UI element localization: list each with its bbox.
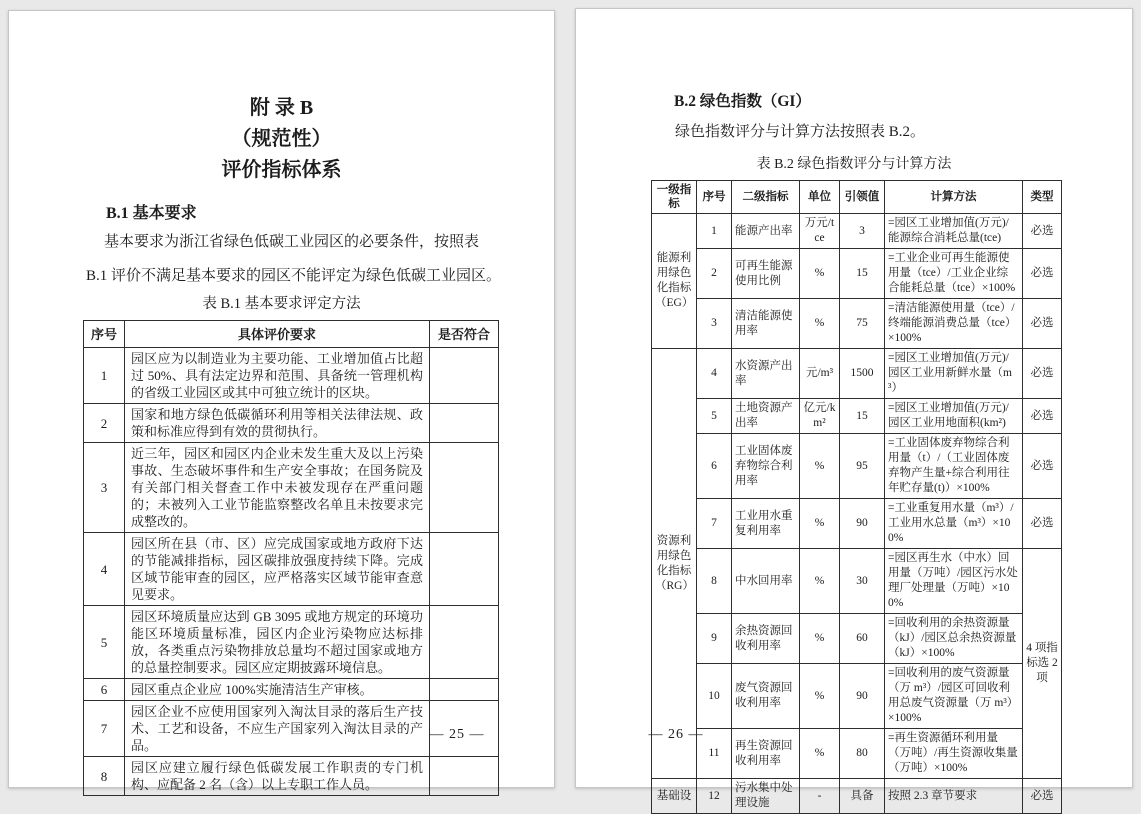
cell-unit: % (800, 299, 840, 349)
cell-indicator: 污水集中处理设施 (732, 779, 800, 814)
table-b2-caption: 表 B.2 绿色指数评分与计算方法 (756, 157, 952, 172)
cell-method: =园区工业增加值(万元)/园区工业用新鲜水量（m³） (885, 349, 1023, 399)
cell-indicator: 废气资源回收利用率 (732, 664, 800, 729)
table-row (84, 679, 499, 701)
cell-value: 具备 (840, 779, 885, 814)
cell-no: 8 (697, 549, 732, 614)
cell-no: 5 (84, 606, 125, 679)
cell-requirement: 园区重点企业应 100%实施清洁生产审核。 (125, 679, 430, 701)
cell-method: =工业重复用水量（m³）/工业用水总量（m³）×100% (885, 499, 1023, 549)
cell-method: =清洁能源使用量（tce）/终端能源消费总量（tce）×100% (885, 299, 1023, 349)
cell-indicator: 工业用水重复利用率 (732, 499, 800, 549)
appendix-subtitle-normative: （规范性） (231, 128, 332, 150)
table-row (84, 404, 499, 443)
b2-intro-text: 绿色指数评分与计算方法按照表 B.2。 (675, 124, 926, 140)
table-row (84, 606, 499, 679)
table-row (84, 443, 499, 533)
document-page-25 (8, 10, 555, 792)
cell-unit: 亿元/km² (800, 399, 840, 434)
cell-value: 80 (840, 729, 885, 779)
header-unit: 单位 (800, 181, 840, 214)
cell-indicator: 清洁能源使用率 (732, 299, 800, 349)
cell-no: 2 (697, 249, 732, 299)
cell-type: 必选 (1023, 214, 1062, 249)
cell-indicator: 土地资源产出率 (732, 399, 800, 434)
table-header-row (652, 181, 1062, 214)
cell-compliant (430, 757, 499, 796)
cell-requirement: 园区应建立履行绿色低碳发展工作职责的专门机构、应配备 2 名（含）以上专职工作人员。 (125, 757, 430, 796)
cell-value: 95 (840, 434, 885, 499)
table-row (652, 664, 1062, 729)
cell-method: =回收利用的余热资源量（kJ）/园区总余热资源量（kJ）×100% (885, 614, 1023, 664)
cell-compliant (430, 443, 499, 533)
cell-requirement: 园区环境质量应达到 GB 3095 或地方规定的环境功能区环境质量标准，园区内企业污染物应达标排放，各类重点污染物排放总量均不超过国家或地方的总量控制要求。园区应定期披露环境信息。 (125, 606, 430, 679)
cell-value: 15 (840, 399, 885, 434)
cell-no: 6 (697, 434, 732, 499)
cell-no: 4 (697, 349, 732, 399)
table-row (652, 779, 1062, 814)
cell-no: 3 (84, 443, 125, 533)
cell-no: 10 (697, 664, 732, 729)
cell-no: 11 (697, 729, 732, 779)
cell-compliant (430, 679, 499, 701)
cell-indicator: 再生资源回收利用率 (732, 729, 800, 779)
cell-value: 90 (840, 499, 885, 549)
cell-no: 1 (84, 348, 125, 404)
cell-method: =工业固体废弃物综合利用量（t）/（工业固体废弃物产生量+综合利用往年贮存量(t)）×100% (885, 434, 1023, 499)
cell-unit: % (800, 249, 840, 299)
cell-method: =园区再生水（中水）回用量（万吨）/园区污水处理厂处理量（万吨）×100% (885, 549, 1023, 614)
cell-unit: 万元/tce (800, 214, 840, 249)
cell-indicator: 能源产出率 (732, 214, 800, 249)
cell-unit: - (800, 779, 840, 814)
table-row (652, 214, 1062, 249)
appendix-title: 附 录 B (249, 97, 314, 119)
table-row (652, 349, 1062, 399)
table-row (652, 249, 1062, 299)
cell-requirement: 园区所在县（市、区）应完成国家或地方政府下达的节能减排指标，园区碳排放强度持续下降。完成区域节能审查的园区，应严格落实区域节能审查意见要求。 (125, 533, 430, 606)
cell-compliant (430, 348, 499, 404)
table-row (652, 729, 1062, 779)
group-cell-infrastructure: 基础设 (652, 779, 697, 814)
header-requirement: 具体评价要求 (125, 321, 430, 348)
cell-no: 4 (84, 533, 125, 606)
header-value: 引领值 (840, 181, 885, 214)
cell-value: 30 (840, 549, 885, 614)
cell-unit: % (800, 664, 840, 729)
page-number-26: — 26 — (648, 727, 704, 742)
document-page-26 (575, 8, 1133, 809)
cell-no: 3 (697, 299, 732, 349)
cell-indicator: 中水回用率 (732, 549, 800, 614)
header-no: 序号 (697, 181, 732, 214)
cell-compliant (430, 533, 499, 606)
cell-method: =园区工业增加值(万元)/园区工业用地面积(km²) (885, 399, 1023, 434)
b1-paragraph-line1: 基本要求为浙江省绿色低碳工业园区的必要条件，按照表 (104, 234, 480, 250)
table-row (652, 299, 1062, 349)
cell-unit: % (800, 549, 840, 614)
header-indicator: 二级指标 (732, 181, 800, 214)
cell-type: 必选 (1023, 434, 1062, 499)
cell-method: =园区工业增加值(万元)/能源综合消耗总量(tce) (885, 214, 1023, 249)
cell-compliant (430, 404, 499, 443)
table-row (652, 614, 1062, 664)
cell-type: 必选 (1023, 499, 1062, 549)
cell-no: 8 (84, 757, 125, 796)
group-cell-rg: 资源利用绿色化指标（RG） (652, 349, 697, 779)
cell-unit: % (800, 614, 840, 664)
section-heading-b1: B.1 基本要求 (106, 205, 197, 222)
section-heading-b2: B.2 绿色指数（GI） (674, 93, 811, 110)
header-compliant: 是否符合 (430, 321, 499, 348)
cell-requirement: 近三年，园区和园区内企业未发生重大及以上污染事故、生态破坏事件和生产安全事故；在国务院及有关部门相关督查工作中未被发现存在严重问题的；未被列入工业节能监察整改名单且未按要求完成整改的。 (125, 443, 430, 533)
cell-method: =再生资源循环利用量（万吨）/再生资源收集量（万吨）×100% (885, 729, 1023, 779)
cell-method: 按照 2.3 章节要求 (885, 779, 1023, 814)
page-number-25: — 25 — (429, 727, 485, 742)
b1-paragraph-line2: B.1 评价不满足基本要求的园区不能评定为绿色低碳工业园区。 (86, 268, 502, 284)
cell-requirement: 园区企业不应使用国家列入淘汰目录的落后生产技术、工艺和设备，不应生产国家列入淘汰目录的产品。 (125, 701, 430, 757)
cell-indicator: 水资源产出率 (732, 349, 800, 399)
cell-indicator: 余热资源回收利用率 (732, 614, 800, 664)
cell-unit: % (800, 434, 840, 499)
cell-requirement: 国家和地方绿色低碳循环利用等相关法律法规、政策和标准应得到有效的贯彻执行。 (125, 404, 430, 443)
cell-indicator: 可再生能源使用比例 (732, 249, 800, 299)
cell-no: 2 (84, 404, 125, 443)
cell-no: 7 (697, 499, 732, 549)
cell-type: 必选 (1023, 299, 1062, 349)
header-method: 计算方法 (885, 181, 1023, 214)
cell-no: 9 (697, 614, 732, 664)
cell-no: 5 (697, 399, 732, 434)
cell-no: 12 (697, 779, 732, 814)
cell-value: 60 (840, 614, 885, 664)
cell-indicator: 工业固体废弃物综合利用率 (732, 434, 800, 499)
header-group: 一级指标 (652, 181, 697, 214)
cell-unit: % (800, 499, 840, 549)
table-row (84, 533, 499, 606)
cell-compliant (430, 606, 499, 679)
cell-type-merged: 4 项指标选 2 项 (1023, 549, 1062, 779)
table-row (652, 399, 1062, 434)
cell-type: 必选 (1023, 779, 1062, 814)
cell-value: 1500 (840, 349, 885, 399)
cell-type: 必选 (1023, 249, 1062, 299)
cell-value: 3 (840, 214, 885, 249)
table-row (652, 549, 1062, 614)
cell-requirement: 园区应为以制造业为主要功能、工业增加值占比超过 50%、具有法定边界和范围、具备统一管理机构的省级工业园区或其中可独立统计的区块。 (125, 348, 430, 404)
header-no: 序号 (84, 321, 125, 348)
header-type: 类型 (1023, 181, 1062, 214)
cell-type: 必选 (1023, 399, 1062, 434)
cell-unit: 元/m³ (800, 349, 840, 399)
appendix-subtitle-system: 评价指标体系 (221, 159, 342, 181)
cell-method: =回收利用的废气资源量（万 m³）/园区可回收利用总废气资源量（万 m³）×100% (885, 664, 1023, 729)
group-cell-eg: 能源利用绿色化指标（EG） (652, 214, 697, 349)
cell-method: =工业企业可再生能源使用量（tce）/工业企业综合能耗总量（tce）×100% (885, 249, 1023, 299)
cell-value: 75 (840, 299, 885, 349)
cell-value: 15 (840, 249, 885, 299)
table-b1 (83, 320, 499, 796)
table-row (652, 499, 1062, 549)
cell-no: 6 (84, 679, 125, 701)
cell-type: 必选 (1023, 349, 1062, 399)
cell-value: 90 (840, 664, 885, 729)
cell-unit: % (800, 729, 840, 779)
table-row (84, 348, 499, 404)
table-header-row (84, 321, 499, 348)
table-row (84, 757, 499, 796)
table-b2 (648, 180, 1062, 814)
table-b1-caption: 表 B.1 基本要求评定方法 (202, 296, 361, 312)
cell-no: 1 (697, 214, 732, 249)
cell-no: 7 (84, 701, 125, 757)
appendix-title-block (9, 93, 554, 186)
table-row (652, 434, 1062, 499)
